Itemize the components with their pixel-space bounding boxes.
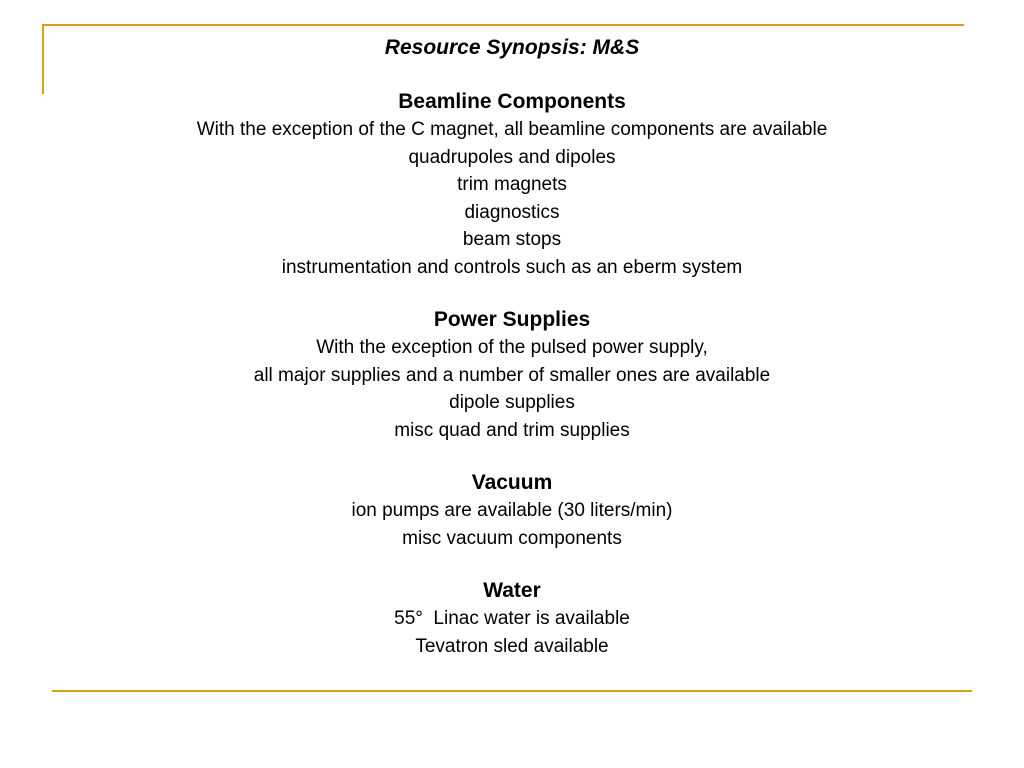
section-line: ion pumps are available (30 liters/min) (351, 500, 673, 521)
section-heading: Beamline Components (398, 90, 626, 113)
section-heading: Vacuum (471, 471, 553, 494)
section-line: instrumentation and controls such as an eberm system (281, 256, 743, 278)
section-heading: Water (483, 579, 541, 602)
section-line: Tevatron sled available (415, 635, 609, 657)
section-line: diagnostics (464, 201, 560, 223)
section-line: beam stops (462, 229, 562, 250)
section-line: misc quad and trim supplies (394, 419, 630, 441)
section-line: trim magnets (457, 174, 567, 195)
slide-title: Resource Synopsis: M&S (384, 36, 640, 59)
section-line: 55° Linac water is available (394, 608, 630, 629)
section-line: dipole supplies (449, 392, 575, 413)
section-heading: Power Supplies (433, 308, 591, 331)
section-line: With the exception of the C magnet, all beamline components are available (196, 119, 828, 140)
section-line: misc vacuum components (402, 527, 622, 549)
section-line: quadrupoles and dipoles (408, 146, 616, 168)
left-accent-rule (42, 24, 44, 94)
section-power-supplies (60, 306, 964, 444)
section-water (60, 577, 964, 660)
top-accent-rule (43, 24, 964, 26)
bottom-accent-rule (52, 690, 972, 692)
slide-content (60, 34, 964, 685)
section-beamline-components (60, 88, 964, 281)
section-line: With the exception of the pulsed power supply, (316, 337, 708, 358)
section-vacuum (60, 469, 964, 552)
section-line: all major supplies and a number of smaller ones are available (253, 364, 771, 386)
